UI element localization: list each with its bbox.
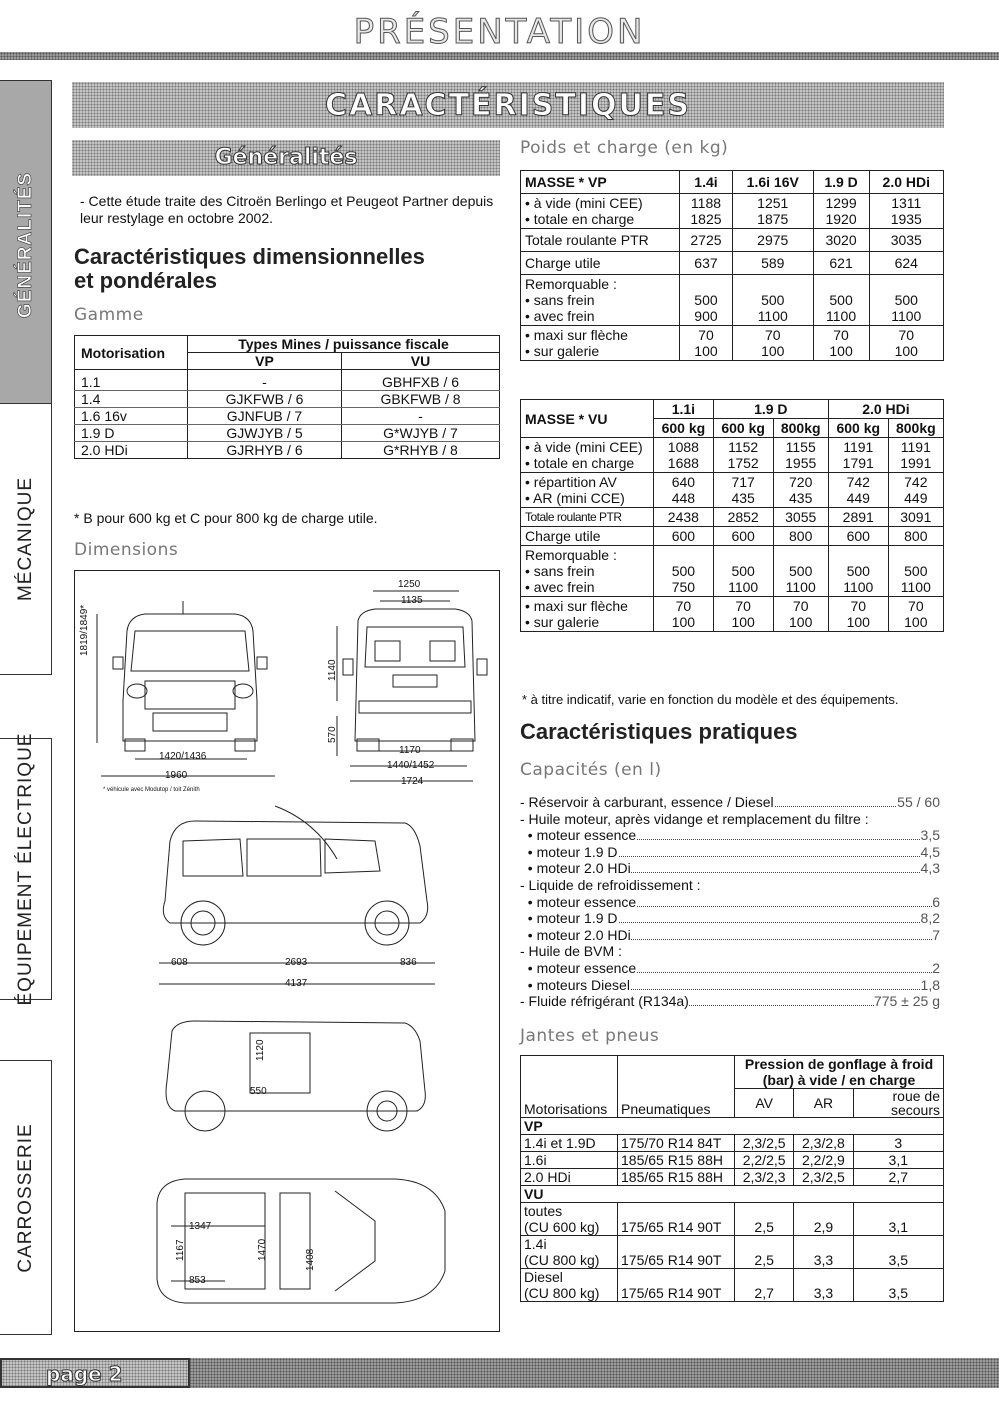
value-cell: 1191 1991 xyxy=(888,438,943,473)
value-cell: 3020 xyxy=(813,229,869,252)
row-label: • maxi sur flèche • sur galerie xyxy=(521,597,654,632)
list-item xyxy=(520,910,940,927)
table-row xyxy=(521,1269,944,1302)
col-pneumatiques: Pneumatiques xyxy=(618,1056,735,1118)
drawing-note: * véhicule avec Modutop / toit Zénith xyxy=(103,787,200,793)
dim-label: 570 xyxy=(327,726,338,743)
tire-cell: 175/65 R14 90T xyxy=(618,1203,735,1236)
capacity-label: • moteur 2.0 HDi xyxy=(520,926,631,943)
banner-title: CARACTÉRISTIQUES xyxy=(325,88,691,123)
spare-cell: 3,1 xyxy=(853,1152,943,1169)
generalites-header xyxy=(72,140,500,176)
row-label: • à vide (mini CEE) • totale en charge xyxy=(521,194,680,229)
value-cell: 742 449 xyxy=(888,473,943,508)
table-row xyxy=(521,275,944,326)
vu-cell: GBKFWB / 8 xyxy=(342,391,500,408)
motor-cell: 1.9 D xyxy=(75,425,188,442)
dim-label: 1170 xyxy=(399,745,421,756)
value-cell: 1155 1955 xyxy=(773,438,828,473)
value-cell: 500 900 xyxy=(680,275,733,326)
table-row xyxy=(521,194,944,229)
capacity-value: 6 xyxy=(932,893,940,910)
capacity-value: 4,3 xyxy=(920,860,940,877)
ar-cell: 2,2/2,9 xyxy=(794,1152,853,1169)
group-label: VP xyxy=(521,1118,944,1135)
dim-label: 550 xyxy=(250,1086,267,1097)
value-cell: 70 100 xyxy=(828,597,888,632)
vu-cell: G*WJYB / 7 xyxy=(342,425,500,442)
generalites-title: Généralités xyxy=(214,145,358,170)
value-cell: 2725 xyxy=(680,229,733,252)
dim-label: 608 xyxy=(171,957,188,968)
poids-label: Poids et charge (en kg) xyxy=(520,138,729,158)
col-motorisation: Motorisation xyxy=(75,336,188,370)
value-cell: 70 100 xyxy=(680,326,733,361)
list-item xyxy=(520,811,940,828)
capacity-value: 4,5 xyxy=(920,843,940,860)
motor-cell: 1.4 xyxy=(75,391,188,408)
vp-header-label: MASSE * VP xyxy=(521,171,680,194)
vu-header-label: MASSE * VU xyxy=(521,400,654,438)
motor-cell: 2.0 HDi xyxy=(75,442,188,459)
value-cell: 70 100 xyxy=(869,326,943,361)
value-cell: 2891 xyxy=(828,508,888,527)
capacity-label: • moteur 2.0 HDi xyxy=(520,860,631,877)
vp-cell: GJWJYB / 5 xyxy=(188,425,342,442)
page-title: PRÉSENTATION xyxy=(353,12,646,52)
intro-text: - Cette étude traite des Citroën Berlingo et Peugeot Partner depuis leur restylage en octobre 2002. xyxy=(80,193,494,226)
value-cell: 500 1100 xyxy=(888,546,943,597)
col-vp: VP xyxy=(188,353,342,370)
dim-label: 1140 xyxy=(327,659,338,681)
vu-load: 600 kg xyxy=(713,419,773,438)
poids-footnote: * à titre indicatif, varie en fonction du modèle et des équipements. xyxy=(522,692,899,707)
col-spare: roue de secours xyxy=(853,1089,943,1118)
value-cell: 600 xyxy=(654,527,714,546)
vehicle-drawings xyxy=(75,571,499,1331)
motor-cell: 1.6 16v xyxy=(75,408,188,425)
tab-generalites[interactable] xyxy=(0,80,52,410)
tab-mecanique[interactable] xyxy=(0,403,52,675)
row-label: • maxi sur flèche • sur galerie xyxy=(521,326,680,361)
vu-cell: GBHFXB / 6 xyxy=(342,374,500,391)
table-row xyxy=(75,442,500,459)
tire-cell: 175/65 R14 90T xyxy=(618,1236,735,1269)
value-cell: 624 xyxy=(869,252,943,275)
gamme-footnote: * B pour 600 kg et C pour 800 kg de charge utile. xyxy=(74,510,378,526)
dim-label: 1408 xyxy=(305,1248,316,1271)
table-row xyxy=(521,597,944,632)
value-cell: 1311 1935 xyxy=(869,194,943,229)
vu-load: 800kg xyxy=(888,419,943,438)
value-cell: 70 100 xyxy=(654,597,714,632)
value-cell: 500 1100 xyxy=(773,546,828,597)
door-view xyxy=(166,1021,425,1131)
value-cell: 70 100 xyxy=(773,597,828,632)
table-row xyxy=(521,438,944,473)
col-types-mines: Types Mines / puissance fiscale xyxy=(188,336,500,353)
value-cell: 720 435 xyxy=(773,473,828,508)
value-cell: 621 xyxy=(813,252,869,275)
spare-cell: 2,7 xyxy=(853,1169,943,1186)
list-item xyxy=(520,960,940,977)
value-cell: 1088 1688 xyxy=(654,438,714,473)
value-cell: 640 448 xyxy=(654,473,714,508)
table-row xyxy=(521,1152,944,1169)
list-item xyxy=(520,794,940,811)
row-label: • répartition AV • AR (mini CCE) xyxy=(521,473,654,508)
vu-engine: 1.1i xyxy=(654,400,714,419)
capacity-label: - Réservoir à carburant, essence / Diesel xyxy=(520,794,774,810)
capacity-label: • moteur essence xyxy=(520,893,637,910)
dim-label: 1120 xyxy=(255,1039,266,1061)
col-av: AV xyxy=(735,1089,794,1118)
value-cell: 70 100 xyxy=(813,326,869,361)
dimensional-heading xyxy=(74,245,494,293)
tab-label: GÉNÉRALITÉS xyxy=(14,171,36,319)
vu-load: 600 kg xyxy=(828,419,888,438)
ar-cell: 2,3/2,8 xyxy=(794,1135,853,1152)
tab-label: CARROSSERIE xyxy=(14,1122,36,1273)
tire-cell: 185/65 R15 88H xyxy=(618,1152,735,1169)
col-ar: AR xyxy=(794,1089,853,1118)
row-label: Charge utile xyxy=(521,252,680,275)
table-row xyxy=(75,425,500,442)
banner xyxy=(72,82,944,128)
motor-cell: 1.4i et 1.9D xyxy=(521,1135,618,1152)
value-cell: 600 xyxy=(828,527,888,546)
av-cell: 2,3/2,3 xyxy=(735,1169,794,1186)
value-cell: 500 1100 xyxy=(732,275,813,326)
table-row xyxy=(521,1203,944,1236)
capacity-label: • moteur essence xyxy=(520,960,637,976)
capacity-label: • moteur 1.9 D xyxy=(520,910,618,927)
col-vu: VU xyxy=(342,353,500,370)
table-row xyxy=(75,374,500,391)
motor-cell: toutes (CU 600 kg) xyxy=(521,1203,618,1236)
spare-cell: 3,1 xyxy=(853,1203,943,1236)
dim-label: 4137 xyxy=(285,978,308,989)
value-cell: 2975 xyxy=(732,229,813,252)
capacites-label: Capacités (en l) xyxy=(520,760,662,780)
tab-equipement-electrique[interactable] xyxy=(0,732,52,1006)
heading-line: Caractéristiques dimensionnelles xyxy=(74,244,425,269)
dim-label: 1347 xyxy=(189,1221,212,1232)
tire-cell: 175/70 R14 84T xyxy=(618,1135,735,1152)
dim-label: 1819/1849* xyxy=(79,604,90,656)
header-rule xyxy=(0,52,999,60)
table-row xyxy=(521,1169,944,1186)
value-cell: 800 xyxy=(773,527,828,546)
gamme-label: Gamme xyxy=(74,305,144,325)
value-cell: 800 xyxy=(888,527,943,546)
capacity-label: - Huile moteur, après vidange et remplacement du filtre : xyxy=(520,810,869,827)
capacity-label: - Huile de BVM : xyxy=(520,943,622,960)
list-item xyxy=(520,993,940,1010)
gamme-table xyxy=(74,335,500,459)
front-view xyxy=(97,601,275,776)
vp-cell: GJKFWB / 6 xyxy=(188,391,342,408)
col-pression: Pression de gonflage à froid (bar) à vide / en charge xyxy=(735,1056,944,1089)
value-cell: 600 xyxy=(713,527,773,546)
list-item xyxy=(520,860,940,877)
vu-load: 800kg xyxy=(773,419,828,438)
row-label: Charge utile xyxy=(521,527,654,546)
dim-label: 2693 xyxy=(285,957,308,968)
row-label: Totale roulante PTR xyxy=(521,508,654,527)
list-item xyxy=(520,827,940,844)
dim-label: 1724 xyxy=(401,776,424,787)
capacity-value: 55 / 60 xyxy=(897,794,940,810)
section-tabs xyxy=(0,60,52,1360)
table-row xyxy=(521,1135,944,1152)
ar-cell: 2,3/2,5 xyxy=(794,1169,853,1186)
value-cell: 70 100 xyxy=(732,326,813,361)
list-item xyxy=(520,977,940,994)
value-cell: 500 1100 xyxy=(713,546,773,597)
list-item xyxy=(520,943,940,960)
av-cell: 2,7 xyxy=(735,1269,794,1302)
group-label: VU xyxy=(521,1186,944,1203)
tab-carrosserie[interactable] xyxy=(0,1060,52,1335)
tire-cell: 185/65 R15 88H xyxy=(618,1169,735,1186)
list-item xyxy=(520,894,940,911)
value-cell: 1152 1752 xyxy=(713,438,773,473)
capacity-value: 775 ± 25 g xyxy=(873,993,940,1010)
table-row xyxy=(521,326,944,361)
value-cell: 589 xyxy=(732,252,813,275)
value-cell: 70 100 xyxy=(888,597,943,632)
value-cell: 500 1100 xyxy=(828,546,888,597)
value-cell: 3055 xyxy=(773,508,828,527)
vp-cell: - xyxy=(188,374,342,391)
table-row xyxy=(75,408,500,425)
vu-engine: 1.9 D xyxy=(713,400,828,419)
tab-label: ÉQUIPEMENT ÉLECTRIQUE xyxy=(14,732,36,1006)
capacity-value: 3,5 xyxy=(920,827,940,844)
jantes-label: Jantes et pneus xyxy=(520,1026,660,1046)
table-row xyxy=(521,508,944,527)
row-label: Remorquable : • sans frein • avec frein xyxy=(521,546,654,597)
capacity-label: • moteur essence xyxy=(520,827,637,844)
vp-cell: GJRHYB / 6 xyxy=(188,442,342,459)
value-cell: 1191 1791 xyxy=(828,438,888,473)
av-cell: 2,2/2,5 xyxy=(735,1152,794,1169)
motor-cell: 1.4i (CU 800 kg) xyxy=(521,1236,618,1269)
capacity-value: 1,8 xyxy=(920,976,940,993)
dimensions-drawing xyxy=(74,570,500,1332)
table-row xyxy=(521,1236,944,1269)
tires-table xyxy=(520,1055,944,1302)
table-row xyxy=(521,473,944,508)
spare-cell: 3,5 xyxy=(853,1236,943,1269)
capacity-label: • moteur 1.9 D xyxy=(520,843,618,860)
capacity-label: - Liquide de refroidissement : xyxy=(520,877,701,893)
spare-cell: 3 xyxy=(853,1135,943,1152)
row-label: Remorquable : • sans frein • avec frein xyxy=(521,275,680,326)
ar-cell: 3,3 xyxy=(794,1269,853,1302)
ar-cell: 2,9 xyxy=(794,1203,853,1236)
value-cell: 717 435 xyxy=(713,473,773,508)
tire-cell: 175/65 R14 90T xyxy=(618,1269,735,1302)
dim-label: 853 xyxy=(189,1275,206,1286)
page-number: page 2 xyxy=(46,1362,123,1386)
value-cell: 2438 xyxy=(654,508,714,527)
list-item xyxy=(520,877,940,894)
vp-header: 1.4i xyxy=(680,171,733,194)
capacity-value: 8,2 xyxy=(920,910,940,927)
value-cell: 1188 1825 xyxy=(680,194,733,229)
capacity-value: 7 xyxy=(932,926,940,943)
dim-label: 1167 xyxy=(175,1239,186,1261)
value-cell: 3091 xyxy=(888,508,943,527)
vp-header: 2.0 HDi xyxy=(869,171,943,194)
vu-cell: - xyxy=(342,408,500,425)
dim-label: 1440/1452 xyxy=(387,760,435,771)
table-row xyxy=(521,546,944,597)
capacity-value: 2 xyxy=(932,960,940,976)
value-cell: 70 100 xyxy=(713,597,773,632)
dim-label: 1470 xyxy=(257,1238,268,1261)
value-cell: 1299 1920 xyxy=(813,194,869,229)
dimensions-label: Dimensions xyxy=(74,540,179,560)
value-cell: 637 xyxy=(680,252,733,275)
col-motorisations: Motorisations xyxy=(521,1056,618,1118)
value-cell: 2852 xyxy=(713,508,773,527)
vu-cell: G*RHYB / 8 xyxy=(342,442,500,459)
value-cell: 500 750 xyxy=(654,546,714,597)
row-label: Totale roulante PTR xyxy=(521,229,680,252)
table-row xyxy=(521,229,944,252)
dim-label: 1135 xyxy=(401,595,423,606)
value-cell: 500 1100 xyxy=(869,275,943,326)
av-cell: 2,5 xyxy=(735,1203,794,1236)
ar-cell: 3,3 xyxy=(794,1236,853,1269)
value-cell: 742 449 xyxy=(828,473,888,508)
motor-cell: 1.1 xyxy=(75,374,188,391)
table-row xyxy=(521,527,944,546)
dim-label: 836 xyxy=(400,957,417,968)
heading-line: et pondérales xyxy=(74,268,218,293)
masse-vu-table xyxy=(520,399,944,632)
motor-cell: Diesel (CU 800 kg) xyxy=(521,1269,618,1302)
capacity-label: • moteurs Diesel xyxy=(520,976,630,993)
list-item xyxy=(520,844,940,861)
motor-cell: 2.0 HDi xyxy=(521,1169,618,1186)
list-item xyxy=(520,927,940,944)
vu-load: 600 kg xyxy=(654,419,714,438)
spare-cell: 3,5 xyxy=(853,1269,943,1302)
pratiques-heading: Caractéristiques pratiques xyxy=(520,719,798,744)
value-cell: 3035 xyxy=(869,229,943,252)
av-cell: 2,5 xyxy=(735,1236,794,1269)
vu-engine: 2.0 HDi xyxy=(828,400,943,419)
av-cell: 2,3/2,5 xyxy=(735,1135,794,1152)
vp-header: 1.6i 16V xyxy=(732,171,813,194)
table-row xyxy=(521,252,944,275)
dim-label: 1250 xyxy=(398,579,421,590)
motor-cell: 1.6i xyxy=(521,1152,618,1169)
row-label: • à vide (mini CEE) • totale en charge xyxy=(521,438,654,473)
value-cell: 1251 1875 xyxy=(732,194,813,229)
table-row xyxy=(75,391,500,408)
masse-vp-table xyxy=(520,170,944,361)
capacity-label: - Fluide réfrigérant (R134a) xyxy=(520,993,689,1010)
dim-label: 1960 xyxy=(165,770,188,781)
tab-label: MÉCANIQUE xyxy=(14,476,36,602)
dim-label: 1420/1436 xyxy=(159,751,207,762)
vp-header: 1.9 D xyxy=(813,171,869,194)
value-cell: 500 1100 xyxy=(813,275,869,326)
vp-cell: GJNFUB / 7 xyxy=(188,408,342,425)
